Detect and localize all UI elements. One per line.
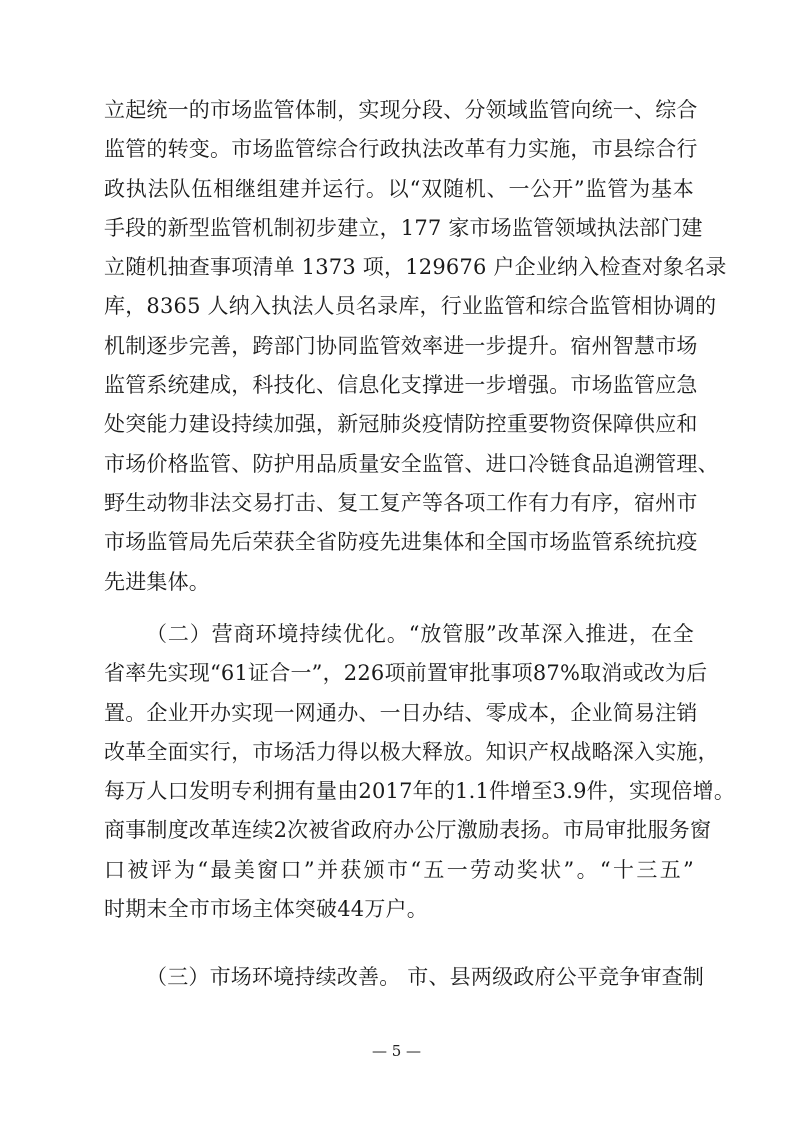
paragraph-line: 先进集体。 [104,569,210,594]
paragraph-line: 立随机抽查事项清单 1373 项，129676 户企业纳入检查对象名录 [104,255,727,280]
paragraph-line: 监管的转变。市场监管综合行政执法改革有力实施，市县综合行 [104,137,698,162]
paragraph-line: 手段的新型监管机制初步建立，177 家市场监管领域执法部门建 [104,215,703,240]
paragraph-line: 政执法队伍相继组建并运行。以“双随机、一公开”监管为基本 [104,176,694,201]
paragraph-line: 时期末全市市场主体突破44万户。 [104,897,428,922]
paragraph-line: 每万人口发明专利拥有量由2017年的1.1件增至3.9件，实现倍增。 [104,779,736,804]
paragraph-line: 省率先实现“61证合一”，226项前置审批事项87%取消或改为后 [104,661,708,686]
paragraph-market-supervision-system [104,98,727,609]
paragraph-line: 商事制度改革连续2次被省政府办公厅激励表扬。市局审批服务窗 [104,818,712,843]
paragraph-line: 机制逐步完善，跨部门协同监管效率进一步提升。宿州智慧市场 [104,333,698,358]
section-heading-line: （三）市场环境持续改善。 市、县两级政府公平竞争审查制 [146,965,705,989]
page-number: — 5 — [371,1042,422,1060]
paragraph-line: 野生动物非法交易打击、复工复产等各项工作有力有序，宿州市 [104,490,698,515]
paragraph-line: 市场监管局先后荣获全省防疫先进集体和全国市场监管系统抗疫 [104,530,698,555]
paragraph-line: 置。企业开办实现一网通办、一日办结、零成本，企业简易注销 [104,700,698,725]
paragraph-market-environment [104,965,705,1004]
paragraph-line: 监管系统建成，科技化、信息化支撑进一步增强。市场监管应急 [104,373,698,398]
paragraph-business-environment [104,622,736,936]
paragraph-line: 库，8365 人纳入执法人员名录库，行业监管和综合监管相协调的 [104,294,717,319]
paragraph-line: 市场价格监管、防护用品质量安全监管、进口冷链食品追溯管理、 [104,451,719,476]
paragraph-line: 立起统一的市场监管体制，实现分段、分领域监管向统一、综合 [104,98,698,122]
paragraph-line: 处突能力建设持续加强，新冠肺炎疫情防控重要物资保障供应和 [104,412,698,437]
paragraph-line: 口被评为“最美窗口”并获颁市“五一劳动奖状”。“十三五” [104,857,694,882]
section-heading-line: （二）营商环境持续优化。“放管服”改革深入推进，在全 [146,622,694,646]
paragraph-line: 改革全面实行，市场活力得以极大释放。知识产权战略深入实施， [104,739,719,764]
